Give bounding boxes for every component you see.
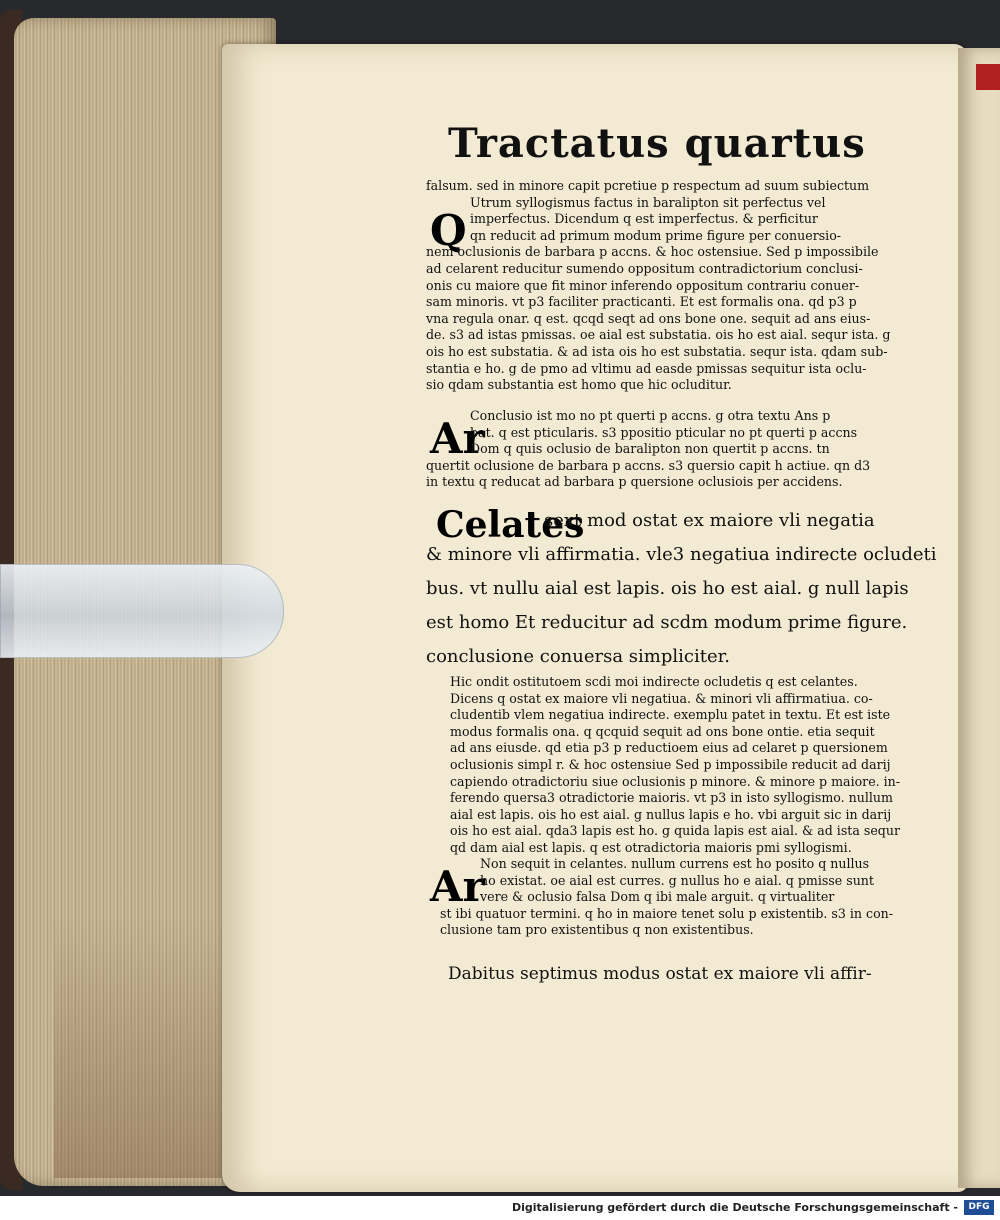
initial-ar: Ar [430,414,485,463]
text-line: Utrum syllogismus factus in baralipton sit perfectus vel [470,194,826,210]
text-line: Conclusio ist mo no pt querti p accns. g otra textu Ans p [470,408,831,423]
red-rubric-mark [976,64,1000,90]
text-line: de. s3 ad istas pmissas. oe aial est substatia. ois ho est aial. sequr ista. g [426,327,891,343]
text-line: & minore vli affirmatia. vle3 negatiua indirecte ocludeti [426,544,937,565]
text-line: Dicens q ostat ex maiore vli negatiua. & minori vli affirmatiua. co- [450,690,873,706]
text-line: qn reducit ad primum modum prime figure per conuersio- [470,227,842,243]
text-line: ois ho est aial. qda3 lapis est ho. g quida lapis est aial. & ad ista sequr [450,823,900,839]
initial-q: Q [430,206,467,255]
text-line: nem oclusionis de barbara p accns. & hoc ostensiue. Sed p impossibile [426,244,879,260]
celates-heading: Celates [436,504,585,546]
text-line: oclusionis simpl r. & hoc ostensiue Sed p impossibile reducit ad darij [450,756,891,772]
text-line: Hic ondit ostitutoem scdi moi indirecte ocludetis q est celantes. [450,674,858,689]
text-line: vere & oclusio falsa Dom q ibi male arguit. q virtualiter [480,889,835,905]
text-line: sam minoris. vt p3 faciliter practicanti. Et est formalis ona. qd p3 p [426,294,857,310]
text-line: sext mod ostat ex maiore vli negatia [544,510,875,531]
dfg-logo-icon: DFG [964,1200,994,1215]
section-1-text [426,178,890,394]
text-line: cludentib vlem negatiua indirecte. exemplu patet in textu. Et est iste [450,707,891,723]
text-line: bus. vt nullu aial est lapis. ois ho est aial. g null lapis [426,578,909,599]
text-line: imperfectus. Dicendum q est imperfectus. & perficitur [470,211,818,227]
text-line: capiendo otradictoriu siue oclusionis p minore. & minore p maiore. in- [450,773,901,789]
section-2-text [426,408,870,491]
text-line: ferendo quersa3 otradictorie maioris. vt p3 in isto syllogismo. nullum [450,790,893,806]
text-line: vna regula onar. q est. qcqd seqt ad ons bone one. sequit ad ans eius- [426,310,871,326]
text-line: ois ho est substatia. & ad ista ois ho est substatia. sequr ista. qdam sub- [426,343,888,359]
text-line: ho existat. oe aial est curres. g nullus ho e aial. q pmisse sunt [480,872,874,888]
book-support-clip [0,564,284,658]
text-line: aial est lapis. ois ho est aial. g nullus lapis e ho. vbi arguit sic in darij [450,806,892,822]
facing-page-edge [958,48,1000,1188]
text-line: falsum. sed in minore capit pcretiue p respectum ad suum subiectum [426,178,870,193]
text-line: quertit oclusione de barbara p accns. s3 quersio capit h actiue. qn d3 [426,457,871,473]
text-line: Non sequit in celantes. nullum currens est ho posito q nullus [480,856,870,871]
text-line: in textu q reducat ad barbara p quersione oclusiois per accidens. [426,474,843,490]
text-line: est homo Et reducitur ad scdm modum prime figure. [426,612,908,633]
text-line: sio qdam substantia est homo que hic ocluditur. [426,377,732,393]
text-line: st ibi quatuor termini. q ho in maiore tenet solu p existentib. s3 in con- [440,905,894,921]
celates-text [426,504,937,674]
text-line: ad ans eiusde. qd etia p3 p reductioem eius ad celaret p quersionem [450,740,888,756]
footer-credit: Digitalisierung gefördert durch die Deutsche Forschungsgemeinschaft - [511,1201,958,1214]
initial-ar: Ar [430,862,485,911]
text-line: onis cu maiore que fit minor inferendo oppositum contrariu conuer- [426,277,860,293]
text-line: bat. q est pticularis. s3 ppositio pticular no pt querti p accns [470,424,858,440]
text-line: ad celarent reducitur sumendo oppositum contradictorium conclusi- [426,260,863,276]
text-line: clusione tam pro existentibus q non existentibus. [440,922,754,938]
section-3-text [450,674,900,857]
section-4-text [440,856,893,939]
text-line: modus formalis ona. q qcquid sequit ad ons bone ontie. etia sequit [450,723,875,739]
text-line: Dom q quis oclusio de baralipton non quertit p accns. tn [470,441,830,457]
text-line: Dabitus septimus modus ostat ex maiore vli affir- [448,964,872,984]
footer-bar [0,1196,1000,1220]
page-title: Tractatus quartus [448,120,866,167]
text-line: qd dam aial est lapis. q est otradictoria maioris pmi syllogismi. [450,839,852,855]
section-5-text [448,964,872,984]
text-line: stantia e ho. g de pmo ad vltimu ad easde pmissas sequitur ista oclu- [426,360,867,376]
text-line: conclusione conuersa simpliciter. [426,646,730,667]
